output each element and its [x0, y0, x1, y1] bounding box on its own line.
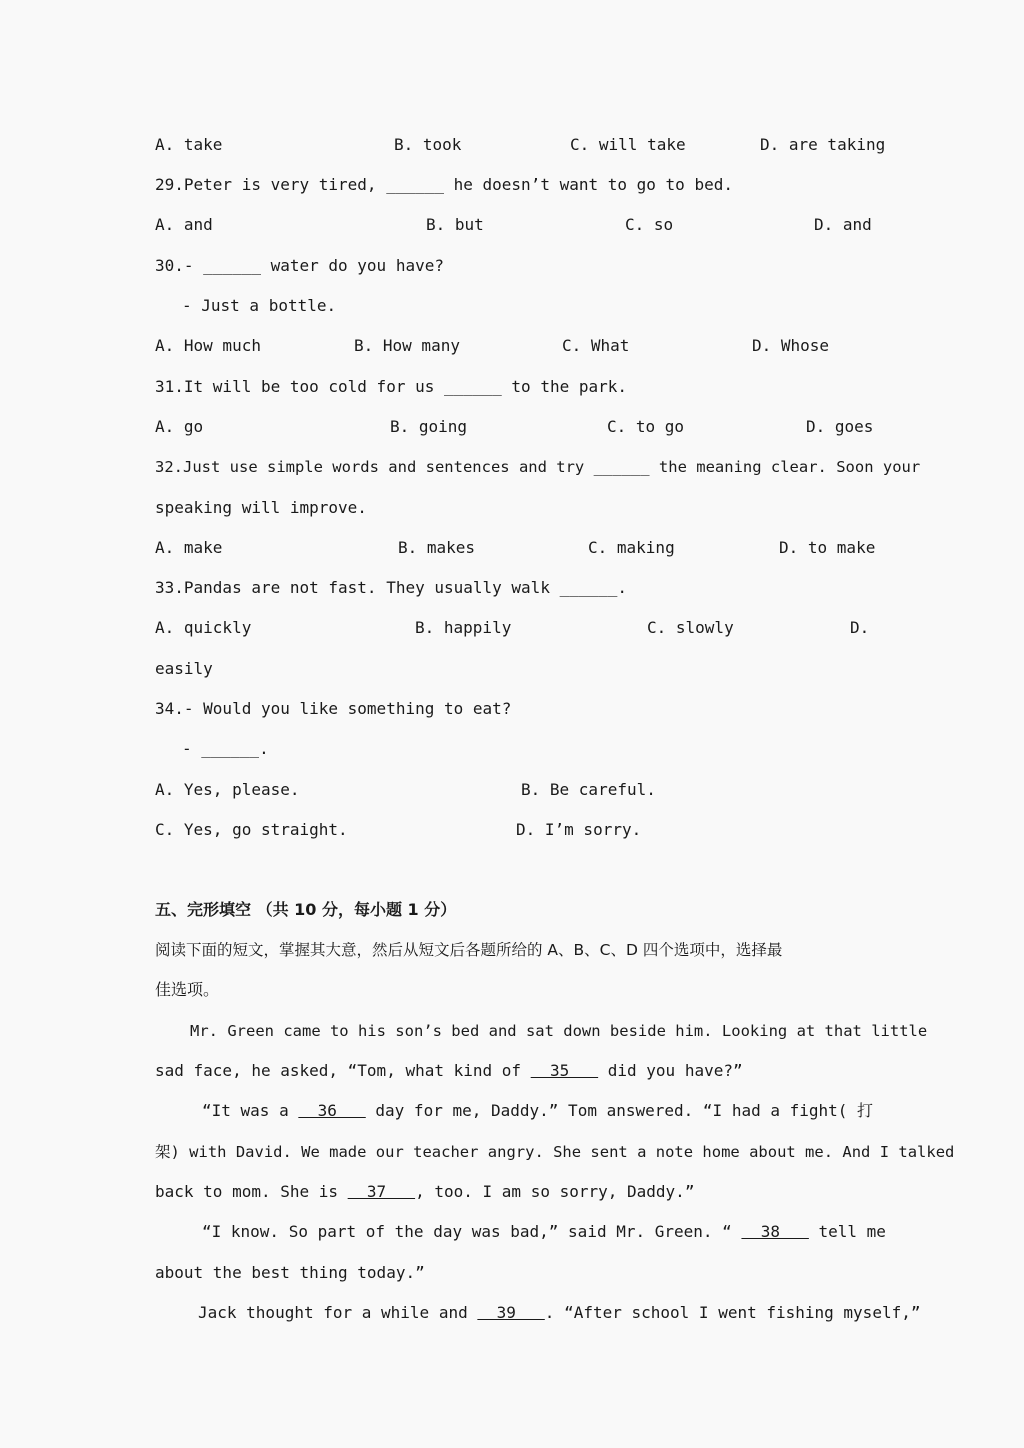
passage-p2-line1: [202, 1101, 873, 1121]
q29-option-d: D. and: [814, 215, 872, 234]
q30-option-b: B. How many: [354, 336, 460, 355]
q34-option-c: C. Yes, go straight.: [155, 820, 348, 839]
q32-option-b: B. makes: [398, 538, 476, 557]
q28-option-a: A. take: [155, 135, 223, 154]
section-instruction-line2: 佳选项。: [155, 980, 220, 999]
passage-p4-line1: [198, 1303, 920, 1323]
q34-stem: 34.- Would you like something to eat?: [155, 699, 512, 718]
q33-stem: 33.Pandas are not fast. They usually walk ______.: [155, 578, 628, 597]
q29-options: [155, 215, 871, 235]
passage-text: Jack thought for a while and: [198, 1303, 478, 1322]
passage-p3-line1: [202, 1222, 886, 1242]
q31-option-d: D. goes: [806, 417, 874, 436]
q34-option-d: D. I’m sorry.: [516, 820, 642, 839]
passage-text: . “After school I went fishing myself,”: [544, 1303, 921, 1322]
blank-38: 38: [741, 1222, 809, 1241]
q30-option-a: A. How much: [155, 336, 261, 355]
passage-text: “It was a: [202, 1101, 299, 1120]
q33-option-a: A. quickly: [155, 618, 252, 637]
q34-options-row1: [155, 780, 871, 800]
q30-options: [155, 336, 871, 356]
q33-options: [155, 618, 871, 638]
q28-option-d: D. are taking: [760, 135, 886, 154]
q34-options-row2: [155, 820, 871, 840]
q28-option-b: B. took: [394, 135, 462, 154]
q33-option-c: C. slowly: [647, 618, 734, 637]
passage-p1-line2: [155, 1061, 743, 1081]
q30-reply: - Just a bottle.: [182, 296, 337, 315]
q30-stem: 30.- ______ water do you have?: [155, 256, 444, 275]
passage-text: “I know. So part of the day was bad,” said Mr. Green. “: [202, 1222, 742, 1241]
q31-option-c: C. to go: [607, 417, 685, 436]
q33-option-b: B. happily: [415, 618, 512, 637]
passage-text: day for me, Daddy.” Tom answered. “I had a fight( 打: [365, 1101, 874, 1120]
q31-stem: 31.It will be too cold for us ______ to the park.: [155, 377, 628, 396]
q32-option-c: C. making: [588, 538, 675, 557]
q31-options: [155, 417, 874, 437]
passage-p3-line2: about the best thing today.”: [155, 1263, 425, 1282]
q29-option-a: A. and: [155, 215, 213, 234]
q29-stem: 29.Peter is very tired, ______ he doesn’t want to go to bed.: [155, 175, 733, 194]
q31-option-a: A. go: [155, 417, 204, 436]
q29-option-b: B. but: [426, 215, 484, 234]
q28-option-c: C. will take: [570, 135, 686, 154]
section-instruction-line1: 阅读下面的短文，掌握其大意，然后从短文后各题所给的 A、B、C、D 四个选项中，选择最: [155, 941, 783, 959]
q34-option-b: B. Be careful.: [521, 780, 656, 799]
q30-option-d: D. Whose: [752, 336, 830, 355]
q34-option-a: A. Yes, please.: [155, 780, 300, 799]
passage-p1-line1: Mr. Green came to his son’s bed and sat down beside him. Looking at that little: [190, 1022, 928, 1040]
q29-option-c: C. so: [625, 215, 674, 234]
passage-p2-line2: 架) with David. We made our teacher angry. She sent a note home about me. And I talked: [155, 1143, 955, 1161]
q28-options: [155, 135, 886, 155]
q33-option-d-text: easily: [155, 659, 213, 678]
passage-text: tell me: [808, 1222, 886, 1241]
q33-option-d: D.: [850, 618, 870, 637]
passage-text: sad face, he asked, “Tom, what kind of: [155, 1061, 531, 1080]
section-title: 五、完形填空 （共 10 分，每小题 1 分）: [155, 900, 457, 919]
q32-options: [155, 538, 876, 558]
q32-stem-line2: speaking will improve.: [155, 498, 367, 517]
q34-reply: - ______.: [182, 739, 269, 758]
blank-36: 36: [298, 1101, 366, 1120]
q30-option-c: C. What: [562, 336, 630, 355]
passage-p2-line3: [155, 1182, 694, 1202]
q31-option-b: B. going: [390, 417, 468, 436]
blank-35: 35: [530, 1061, 599, 1080]
q32-option-a: A. make: [155, 538, 223, 557]
passage-text: , too. I am so sorry, Daddy.”: [415, 1182, 695, 1201]
passage-text: back to mom. She is: [155, 1182, 348, 1201]
q32-option-d: D. to make: [779, 538, 876, 557]
q32-stem-line1: 32.Just use simple words and sentences and try ______ the meaning clear. Soon your: [155, 458, 921, 476]
blank-39: 39: [477, 1303, 545, 1322]
blank-37: 37: [347, 1182, 416, 1201]
passage-text: did you have?”: [598, 1061, 743, 1080]
